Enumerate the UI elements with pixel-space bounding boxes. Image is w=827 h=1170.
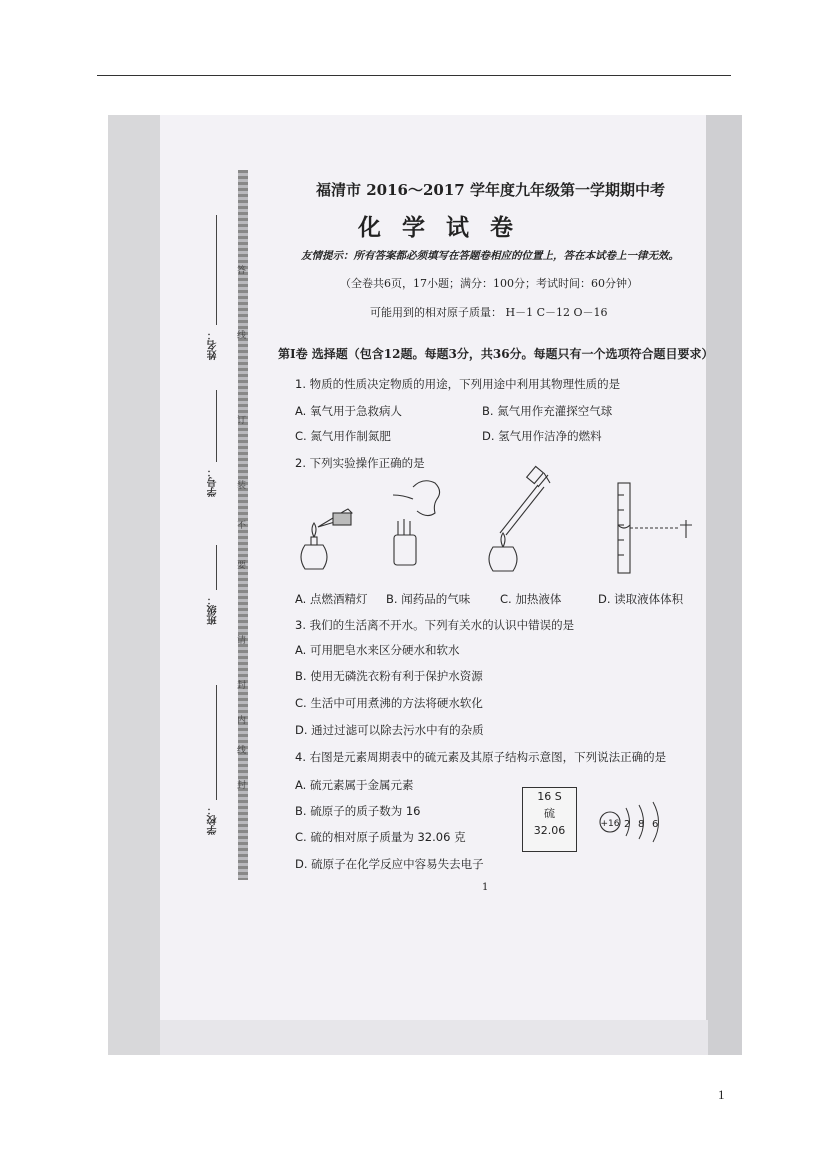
school-field-label: 学校： bbox=[208, 805, 219, 835]
seal-char: 线 bbox=[235, 330, 245, 339]
exam-title: 福清市 2016～2017 学年度九年级第一学期期中考 bbox=[316, 181, 665, 199]
document-page-number: 1 bbox=[718, 1087, 725, 1102]
shell-electrons: 6 bbox=[652, 819, 659, 830]
question-2-stem: 2. 下列实验操作正确的是 bbox=[295, 456, 425, 470]
question-2-option-a: A. 点燃酒精灯 bbox=[295, 592, 368, 606]
subject-title: 化学试卷 bbox=[358, 214, 534, 241]
question-3-option-a: A. 可用肥皂水来区分硬水和软水 bbox=[295, 643, 460, 657]
shell-electrons: 8 bbox=[638, 819, 645, 830]
header-rule bbox=[97, 75, 731, 76]
question-3-option-b: B. 使用无磷洗衣粉有利于保护水资源 bbox=[295, 669, 483, 683]
student-id-field-label: 学号： bbox=[208, 467, 219, 497]
question-1-option-b: B. 氮气用作充灌探空气球 bbox=[482, 404, 613, 418]
sulfur-atom-structure-diagram bbox=[108, 115, 742, 1055]
scanned-exam-photo bbox=[108, 115, 742, 1055]
seal-char: 装 bbox=[235, 480, 245, 489]
friendly-tip: 友情提示：所有答案都必须填写在答题卷相应的位置上，答在本试卷上一律无效。 bbox=[301, 250, 679, 262]
seal-char: 答 bbox=[235, 265, 245, 274]
seal-char: 内 bbox=[235, 715, 245, 724]
shell-electrons: 2 bbox=[624, 819, 631, 830]
question-4-option-d: D. 硫原子在化学反应中容易失去电子 bbox=[295, 857, 484, 871]
question-4-option-a: A. 硫元素属于金属元素 bbox=[295, 778, 414, 792]
question-2-option-c: C. 加热液体 bbox=[500, 592, 562, 606]
question-1-option-c: C. 氮气用作制氮肥 bbox=[295, 429, 391, 443]
nucleus-charge: +16 bbox=[600, 819, 620, 829]
question-3-stem: 3. 我们的生活离不开水。下列有关水的认识中错误的是 bbox=[295, 618, 575, 632]
element-number-symbol: 16 S bbox=[537, 790, 562, 803]
question-3-option-d: D. 通过过滤可以除去污水中有的杂质 bbox=[295, 723, 484, 737]
sheet-page-number: 1 bbox=[482, 882, 489, 893]
question-2-option-b: B. 闻药品的气味 bbox=[386, 592, 471, 606]
section-heading: 第Ⅰ卷 选择题（包含12题。每题3分，共36分。每题只有一个选项符合题目要求） bbox=[278, 347, 714, 361]
atomic-masses: 可能用到的相对原子质量： H－1 C－12 O－16 bbox=[370, 306, 608, 319]
seal-char: 请 bbox=[235, 635, 245, 644]
question-1-stem: 1. 物质的性质决定物质的用途，下列用途中利用其物理性质的是 bbox=[295, 377, 621, 391]
question-1-option-a: A. 氧气用于急救病人 bbox=[295, 404, 402, 418]
seal-char: 封 bbox=[235, 680, 245, 689]
seal-char: 不 bbox=[235, 520, 245, 529]
question-3-option-c: C. 生活中可用煮沸的方法将硬水软化 bbox=[295, 696, 483, 710]
seal-char: 线 bbox=[235, 745, 245, 754]
question-2-option-d: D. 读取液体体积 bbox=[598, 592, 684, 606]
question-4-option-b: B. 硫原子的质子数为 16 bbox=[295, 804, 421, 818]
seal-char: 封 bbox=[235, 780, 245, 789]
seal-char: 要 bbox=[235, 560, 245, 569]
name-field-label: 姓名： bbox=[208, 330, 219, 360]
seal-char: 订 bbox=[235, 415, 245, 424]
question-1-option-d: D. 氢气用作洁净的燃料 bbox=[482, 429, 602, 443]
question-4-stem: 4. 右图是元素周期表中的硫元素及其原子结构示意图，下列说法正确的是 bbox=[295, 750, 667, 764]
exam-info: （全卷共6页，17小题；满分：100分；考试时间：60分钟） bbox=[340, 277, 638, 290]
element-mass: 32.06 bbox=[533, 824, 566, 837]
element-name: 硫 bbox=[544, 807, 555, 820]
class-field-label: 班级： bbox=[208, 595, 219, 625]
question-4-option-c: C. 硫的相对原子质量为 32.06 克 bbox=[295, 830, 466, 844]
